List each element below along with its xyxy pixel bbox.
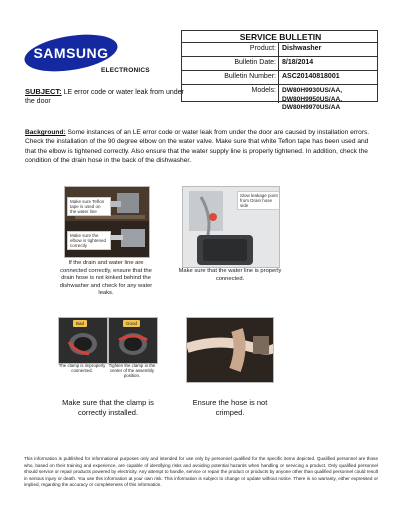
photo-clamp-bad bbox=[58, 317, 108, 364]
photo3-caption: Make sure that the clamp is correctly installed. bbox=[62, 398, 154, 417]
brand-text: SAMSUNG bbox=[33, 45, 109, 61]
models-label: Models: bbox=[251, 87, 276, 94]
bulletin-date-value: 8/18/2014 bbox=[282, 59, 314, 66]
product-value: Dishwasher bbox=[282, 45, 322, 52]
photo-drain-hose bbox=[182, 186, 280, 268]
model-item: DW80H9970US/AA bbox=[282, 104, 341, 112]
models-list bbox=[282, 87, 342, 113]
disclaimer: This information is published for informational purposes only and intended for use only by personnel qualified for the specific items depicted. Qualified personnel are those who, based on their training and experience, are capable of identifying risks and avoiding potential hazards when handling or servicing a product. Only qualified personnel should service or repair products powered by electricity. Any attempt to handle, service or repair the product or products by anyone other than qualified personnel could result in serious injury or death. You use this information at your own risk. This information is subject to change or update without notice. There is no warranty, either expressed or implied, regarding the accuracy or completeness of this information. bbox=[24, 456, 378, 488]
photo3-tag-bad: Bad bbox=[73, 320, 87, 327]
bulletin-number-value: ASC20140818001 bbox=[282, 73, 340, 80]
photo-hose-crimp bbox=[186, 317, 274, 383]
photo1-caption: If the drain and water line are connected correctly, ensure that the drain hose is not kinked behind the dishwasher and check for any water leaks. bbox=[59, 260, 153, 296]
photo3-sub-bad: The clamp is improperly connected. bbox=[58, 363, 106, 374]
photo3-sub-good: Tighten the clamp in the center of the assembly position. bbox=[108, 363, 156, 379]
electronics-label: ELECTRONICS bbox=[101, 67, 150, 74]
bulletin-number-label: Bulletin Number: bbox=[224, 73, 276, 80]
photo3-tag-good: Good bbox=[123, 320, 140, 327]
bulletin-date-label: Bulletin Date: bbox=[234, 59, 276, 66]
product-label: Product: bbox=[249, 45, 276, 52]
models-row bbox=[182, 84, 377, 112]
photo1-tag-top: Make sure Teflon tape is used on the water line bbox=[67, 197, 111, 216]
bulletin-date-row bbox=[182, 56, 377, 71]
background-paragraph bbox=[25, 128, 377, 166]
photo1-tag-bottom: Make sure the elbow is tightened correctly bbox=[67, 231, 111, 250]
bulletin-number-row bbox=[182, 70, 377, 85]
photo-water-valve bbox=[64, 186, 150, 258]
product-row bbox=[182, 42, 377, 57]
bulletin-title: SERVICE BULLETIN bbox=[239, 32, 322, 42]
bulletin-info-box bbox=[181, 30, 378, 112]
photo-clamp-comparison bbox=[58, 317, 158, 377]
subject-label: SUBJECT: bbox=[25, 87, 62, 96]
photo-clamp-good bbox=[108, 317, 158, 364]
model-item: DW80H9950US/AA, bbox=[282, 95, 343, 103]
background-label: Background: bbox=[25, 129, 66, 136]
subject-text: LE error code or water leak from under the door bbox=[25, 89, 184, 105]
model-item: DW80H9930US/AA, bbox=[282, 87, 343, 94]
background-text: Some instances of an LE error code or water leak from under the door are caused by installation errors. Check the installation of the 90 degree elbow on the water valve. Make sure that white Teflon tape has been used and that the elbow is tightened correctly. Also ensure that the water supply line is properly tightened. In addition, check the condition of the drain hose in the back of the dishwasher. bbox=[25, 129, 370, 165]
photo2-caption: Make sure that the water line is properly connected. bbox=[178, 268, 282, 282]
subject bbox=[25, 88, 185, 106]
photo2-tag: Slow leakage point from Drain hose side bbox=[237, 191, 280, 210]
photo4-caption: Ensure the hose is not crimped. bbox=[192, 398, 268, 417]
